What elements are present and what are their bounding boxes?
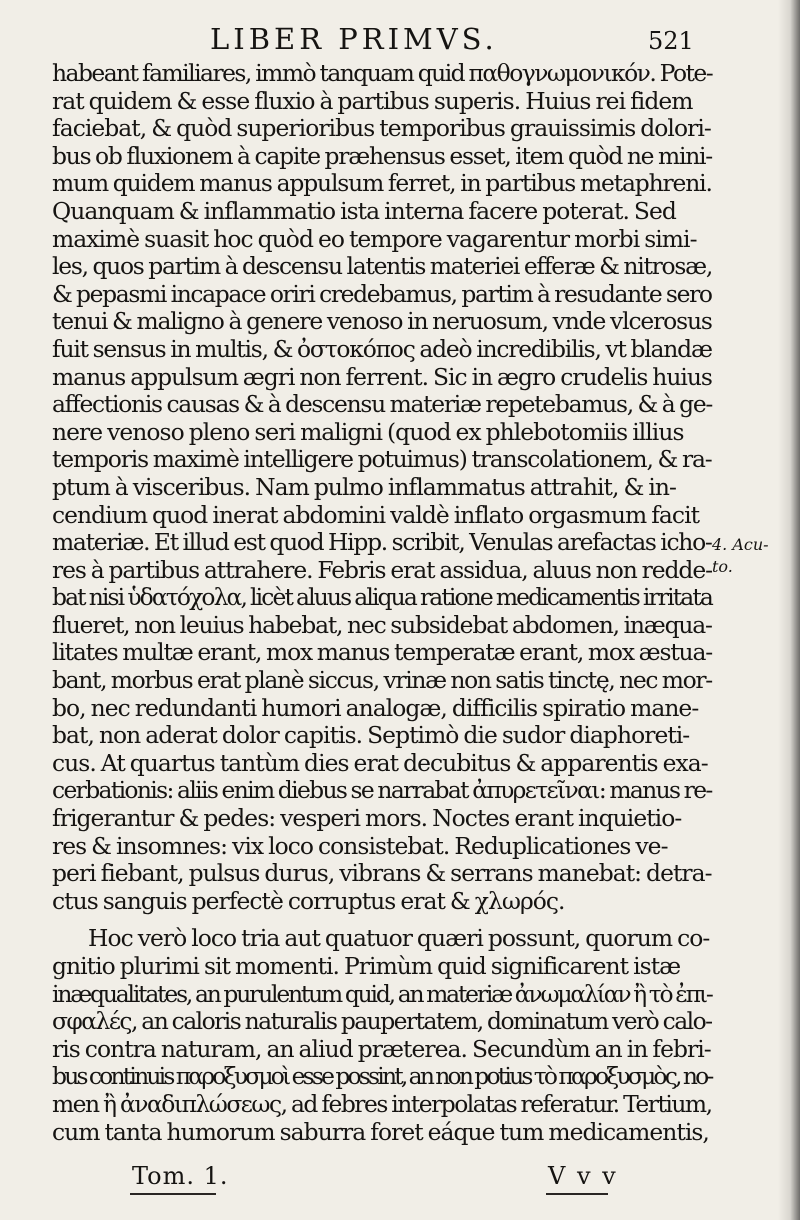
text-line: bat, non aderat dolor capitis. Septimò die sudor diaphoreti- (52, 721, 690, 750)
volume-underline (130, 1193, 216, 1195)
text-line: bus continuis παροξυσμοὶ esse possint, an non potius τὸ παροξυσμὸς, no- (52, 1062, 712, 1091)
text-line: maximè suasit hoc quòd eo tempore vagarentur morbi simi- (52, 224, 697, 253)
text-line: cendium quod inerat abdomini valdè inflato orgasmum facit (52, 500, 700, 529)
text-line: cus. At quartus tantùm dies erat decubitus & apparentis exa- (52, 748, 708, 777)
text-line: habeant familiares, immò tanquam quid παθογνωμονικόν. Pote- (52, 59, 713, 87)
text-line: res & insomnes: vix loco consistebat. Reduplicationes ve- (52, 831, 668, 860)
text-line: & pepasmi incapace oriri credebamus, partim à resudante sero (52, 279, 712, 308)
text-line: temporis maximè intelligere potuimus) transcolationem, & ra- (52, 445, 712, 474)
signature-mark: V v v (548, 1162, 618, 1190)
text-line: bus ob fluxionem à capite præhensus esset, item quòd ne mini- (52, 141, 712, 170)
signature-underline (546, 1193, 608, 1195)
text-line: σφαλές, an caloris naturalis paupertatem, dominatum verò calo- (52, 1007, 712, 1036)
text-line: manus appulsum ægri non ferrent. Sic in ægro crudelis huius (52, 362, 712, 391)
page-number: 521 (648, 27, 694, 55)
text-line: mum quidem manus appulsum ferret, in partibus metaphreni. (52, 169, 712, 198)
text-line: Hoc verò loco tria aut quatuor quæri possunt, quorum co- (88, 924, 710, 953)
text-line: litates multæ erant, mox manus temperatæ erant, mox æstua- (52, 638, 713, 667)
text-line: ptum à visceribus. Nam pulmo inflammatus attrahit, & in- (52, 472, 676, 501)
text-line: materiæ. Et illud est quod Hipp. scribit, Venulas arefactas icho- (52, 528, 712, 557)
text-line: cerbationis: aliis enim diebus se narrabat ἀπυρετεῖναι: manus re- (52, 776, 712, 805)
margin-note-line: to. (712, 557, 733, 576)
text-line: fuit sensus in multis, & ὀστοκόπος adeò incredibilis, vt blandæ (52, 334, 712, 363)
text-line: ctus sanguis perfectè corruptus erat & χλωρός. (52, 886, 565, 915)
margin-note (712, 534, 769, 578)
text-line: faciebat, & quòd superioribus temporibus grauissimis dolori- (52, 114, 711, 143)
text-line: ris contra naturam, an aliud præterea. Secundùm an in febri- (52, 1034, 711, 1063)
text-line: les, quos partim à descensu latentis materiei efferæ & nitrosæ, (52, 252, 713, 281)
text-line: flueret, non leuius habebat, nec subsidebat abdomen, inæqua- (52, 610, 712, 639)
page-footer (0, 1162, 800, 1202)
main-text (52, 60, 712, 1146)
margin-note-line: 4. Acu- (712, 535, 769, 554)
text-line: affectionis causas & à descensu materiæ repetebamus, & à ge- (52, 390, 713, 419)
text-line: inæqualitates, an purulentum quid, an materiæ ἀνωμαλίαν ἢ τὸ ἐπι- (52, 979, 712, 1008)
page-header (0, 22, 800, 62)
text-line: peri fiebant, pulsus durus, vibrans & serrans manebat: detra- (52, 859, 712, 888)
text-line: tenui & maligno à genere venoso in neruosum, vnde vlcerosus (52, 307, 712, 336)
text-line: men ἢ ἀναδιπλώσεως, ad febres interpolatas referatur. Tertium, (52, 1089, 712, 1118)
text-line: nere venoso pleno seri maligni (quod ex phlebotomiis illius (52, 417, 684, 446)
text-line: bo, nec redundanti humori analogæ, difficilis spiratio mane- (52, 693, 699, 722)
text-line: bat nisi ὑδατόχολα, licèt aluus aliqua ratione medicamentis irritata (52, 583, 712, 612)
text-line: Quanquam & inflammatio ista interna facere poterat. Sed (52, 196, 676, 225)
volume-label: Tom. 1. (132, 1162, 229, 1190)
page-edge-shadow (778, 0, 800, 1220)
text-line: frigerantur & pedes: vesperi mors. Noctes erant inquietio- (52, 804, 682, 833)
running-title: LIBER PRIMVS. (210, 22, 498, 56)
text-line: rat quidem & esse fluxio à partibus superis. Huius rei fidem (52, 86, 693, 115)
text-line: res à partibus attrahere. Febris erat assidua, aluus non redde- (52, 555, 712, 584)
text-line: gnitio plurimi sit momenti. Primùm quid significarent istæ (52, 952, 681, 980)
text-line: bant, morbus erat planè siccus, vrinæ non satis tinctę, nec mor- (52, 666, 712, 695)
text-line: cum tanta humorum saburra foret eáque tum medicamentis, (52, 1117, 709, 1146)
